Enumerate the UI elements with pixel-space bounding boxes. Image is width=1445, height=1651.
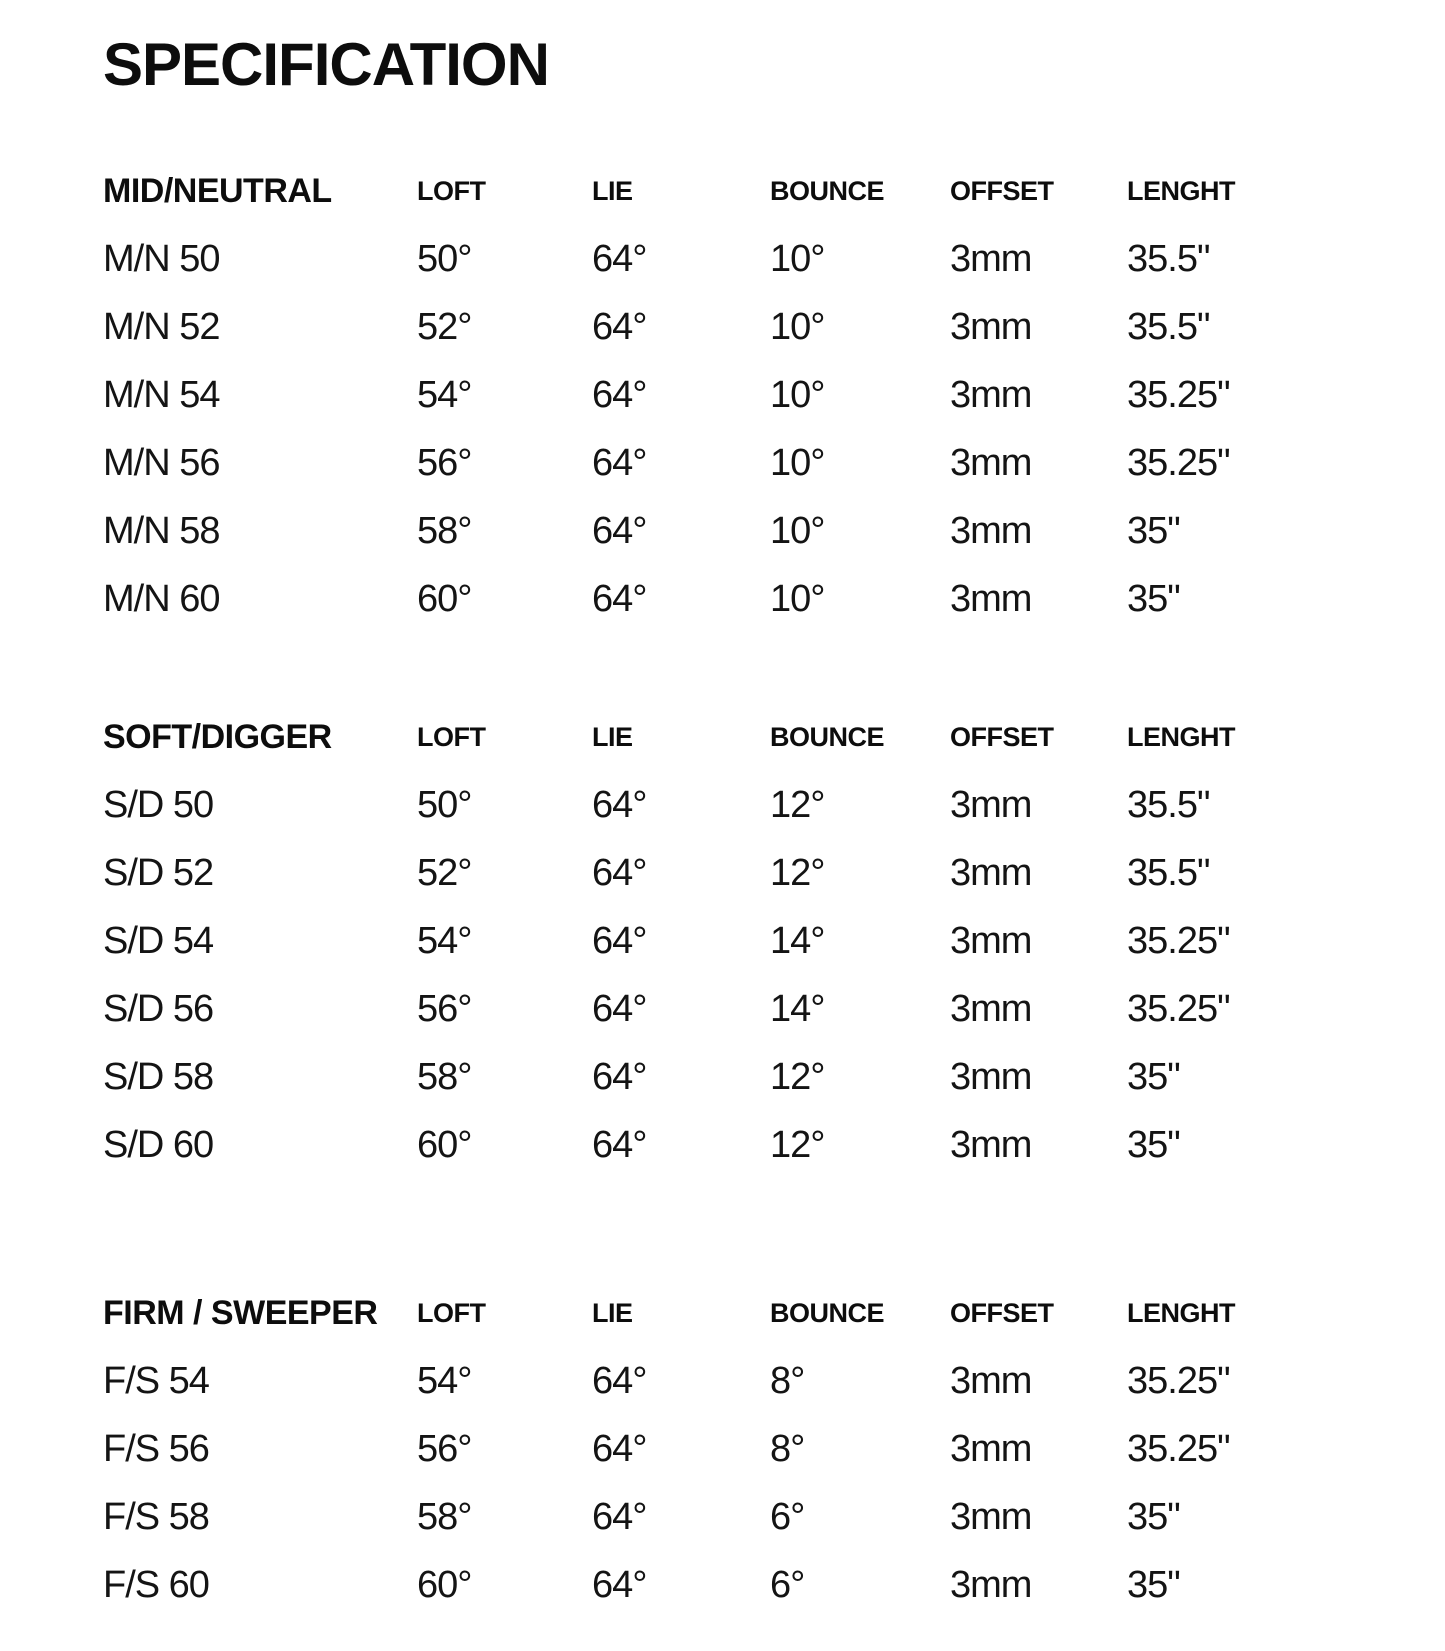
section-name: MID/NEUTRAL [103,171,332,210]
loft-cell: 58° [417,1495,472,1538]
section-header-row [103,703,1445,771]
table-row [103,429,1445,497]
loft-cell: 60° [417,1123,472,1166]
table-row [103,975,1445,1043]
section-rows [103,1347,1445,1619]
column-header-loft: LOFT [417,175,486,206]
lie-cell: 64° [592,783,647,826]
model-cell: F/S 56 [103,1427,209,1470]
lie-cell: 64° [592,237,647,280]
length-cell: 35" [1127,1123,1180,1166]
bounce-cell: 10° [770,237,825,280]
lie-cell: 64° [592,1495,647,1538]
table-row [103,907,1445,975]
offset-cell: 3mm [950,1563,1032,1606]
bounce-cell: 14° [770,919,825,962]
column-header-bounce: BOUNCE [770,721,885,752]
bounce-cell: 10° [770,305,825,348]
loft-cell: 50° [417,237,472,280]
offset-cell: 3mm [950,919,1032,962]
length-cell: 35.25" [1127,919,1230,962]
lie-cell: 64° [592,987,647,1030]
bounce-cell: 12° [770,1055,825,1098]
loft-cell: 56° [417,1427,472,1470]
loft-cell: 60° [417,1563,472,1606]
column-header-lie: LIE [592,1297,633,1328]
column-header-lenght: LENGHT [1127,175,1235,206]
loft-cell: 54° [417,1359,472,1402]
model-cell: M/N 60 [103,577,220,620]
table-row [103,1347,1445,1415]
length-cell: 35.25" [1127,373,1230,416]
model-cell: F/S 54 [103,1359,209,1402]
offset-cell: 3mm [950,1495,1032,1538]
table-row [103,1415,1445,1483]
length-cell: 35.25" [1127,1359,1230,1402]
column-header-bounce: BOUNCE [770,1297,885,1328]
section-rows [103,771,1445,1179]
bounce-cell: 10° [770,577,825,620]
model-cell: M/N 50 [103,237,220,280]
length-cell: 35" [1127,1495,1180,1538]
table-row [103,1551,1445,1619]
bounce-cell: 8° [770,1359,805,1402]
spec-tables-container [103,157,1445,1619]
table-row [103,565,1445,633]
table-row [103,225,1445,293]
model-cell: S/D 52 [103,851,214,894]
model-cell: S/D 56 [103,987,214,1030]
model-cell: S/D 60 [103,1123,214,1166]
offset-cell: 3mm [950,305,1032,348]
table-row [103,497,1445,565]
lie-cell: 64° [592,305,647,348]
column-header-lie: LIE [592,175,633,206]
bounce-cell: 10° [770,373,825,416]
bounce-cell: 6° [770,1495,805,1538]
column-header-offset: OFFSET [950,175,1054,206]
offset-cell: 3mm [950,441,1032,484]
section-header-row [103,1279,1445,1347]
lie-cell: 64° [592,851,647,894]
section-name: SOFT/DIGGER [103,717,332,756]
page-title: SPECIFICATION [103,31,549,98]
bounce-cell: 12° [770,783,825,826]
loft-cell: 52° [417,305,472,348]
column-header-lenght: LENGHT [1127,721,1235,752]
table-row [103,361,1445,429]
loft-cell: 52° [417,851,472,894]
section-header-row [103,157,1445,225]
length-cell: 35.25" [1127,441,1230,484]
lie-cell: 64° [592,919,647,962]
loft-cell: 50° [417,783,472,826]
lie-cell: 64° [592,441,647,484]
table-row [103,1043,1445,1111]
column-header-offset: OFFSET [950,1297,1054,1328]
offset-cell: 3mm [950,237,1032,280]
loft-cell: 56° [417,987,472,1030]
length-cell: 35" [1127,1563,1180,1606]
model-cell: S/D 54 [103,919,214,962]
offset-cell: 3mm [950,851,1032,894]
bounce-cell: 12° [770,851,825,894]
length-cell: 35.5" [1127,851,1210,894]
model-cell: F/S 60 [103,1563,209,1606]
lie-cell: 64° [592,577,647,620]
spec-section [103,703,1445,1179]
table-row [103,1483,1445,1551]
length-cell: 35" [1127,509,1180,552]
offset-cell: 3mm [950,373,1032,416]
lie-cell: 64° [592,1563,647,1606]
lie-cell: 64° [592,373,647,416]
lie-cell: 64° [592,1359,647,1402]
model-cell: F/S 58 [103,1495,209,1538]
bounce-cell: 8° [770,1427,805,1470]
loft-cell: 58° [417,1055,472,1098]
lie-cell: 64° [592,1123,647,1166]
loft-cell: 54° [417,919,472,962]
table-row [103,1111,1445,1179]
model-cell: M/N 56 [103,441,220,484]
offset-cell: 3mm [950,1359,1032,1402]
column-header-bounce: BOUNCE [770,175,885,206]
model-cell: M/N 54 [103,373,220,416]
offset-cell: 3mm [950,1055,1032,1098]
bounce-cell: 10° [770,509,825,552]
model-cell: S/D 50 [103,783,214,826]
bounce-cell: 6° [770,1563,805,1606]
model-cell: S/D 58 [103,1055,214,1098]
offset-cell: 3mm [950,1427,1032,1470]
spec-section [103,157,1445,633]
offset-cell: 3mm [950,509,1032,552]
model-cell: M/N 52 [103,305,220,348]
bounce-cell: 12° [770,1123,825,1166]
offset-cell: 3mm [950,1123,1032,1166]
lie-cell: 64° [592,509,647,552]
column-header-offset: OFFSET [950,721,1054,752]
loft-cell: 54° [417,373,472,416]
length-cell: 35.5" [1127,783,1210,826]
table-row [103,839,1445,907]
length-cell: 35.5" [1127,305,1210,348]
table-row [103,293,1445,361]
section-rows [103,225,1445,633]
bounce-cell: 10° [770,441,825,484]
offset-cell: 3mm [950,577,1032,620]
length-cell: 35.25" [1127,1427,1230,1470]
lie-cell: 64° [592,1427,647,1470]
table-row [103,771,1445,839]
spec-sheet [103,30,1445,1619]
length-cell: 35" [1127,577,1180,620]
column-header-lie: LIE [592,721,633,752]
bounce-cell: 14° [770,987,825,1030]
column-header-loft: LOFT [417,721,486,752]
loft-cell: 58° [417,509,472,552]
model-cell: M/N 58 [103,509,220,552]
loft-cell: 56° [417,441,472,484]
column-header-loft: LOFT [417,1297,486,1328]
column-header-lenght: LENGHT [1127,1297,1235,1328]
spec-section [103,1279,1445,1619]
section-name: FIRM / SWEEPER [103,1293,378,1332]
length-cell: 35" [1127,1055,1180,1098]
length-cell: 35.25" [1127,987,1230,1030]
length-cell: 35.5" [1127,237,1210,280]
offset-cell: 3mm [950,987,1032,1030]
loft-cell: 60° [417,577,472,620]
lie-cell: 64° [592,1055,647,1098]
offset-cell: 3mm [950,783,1032,826]
